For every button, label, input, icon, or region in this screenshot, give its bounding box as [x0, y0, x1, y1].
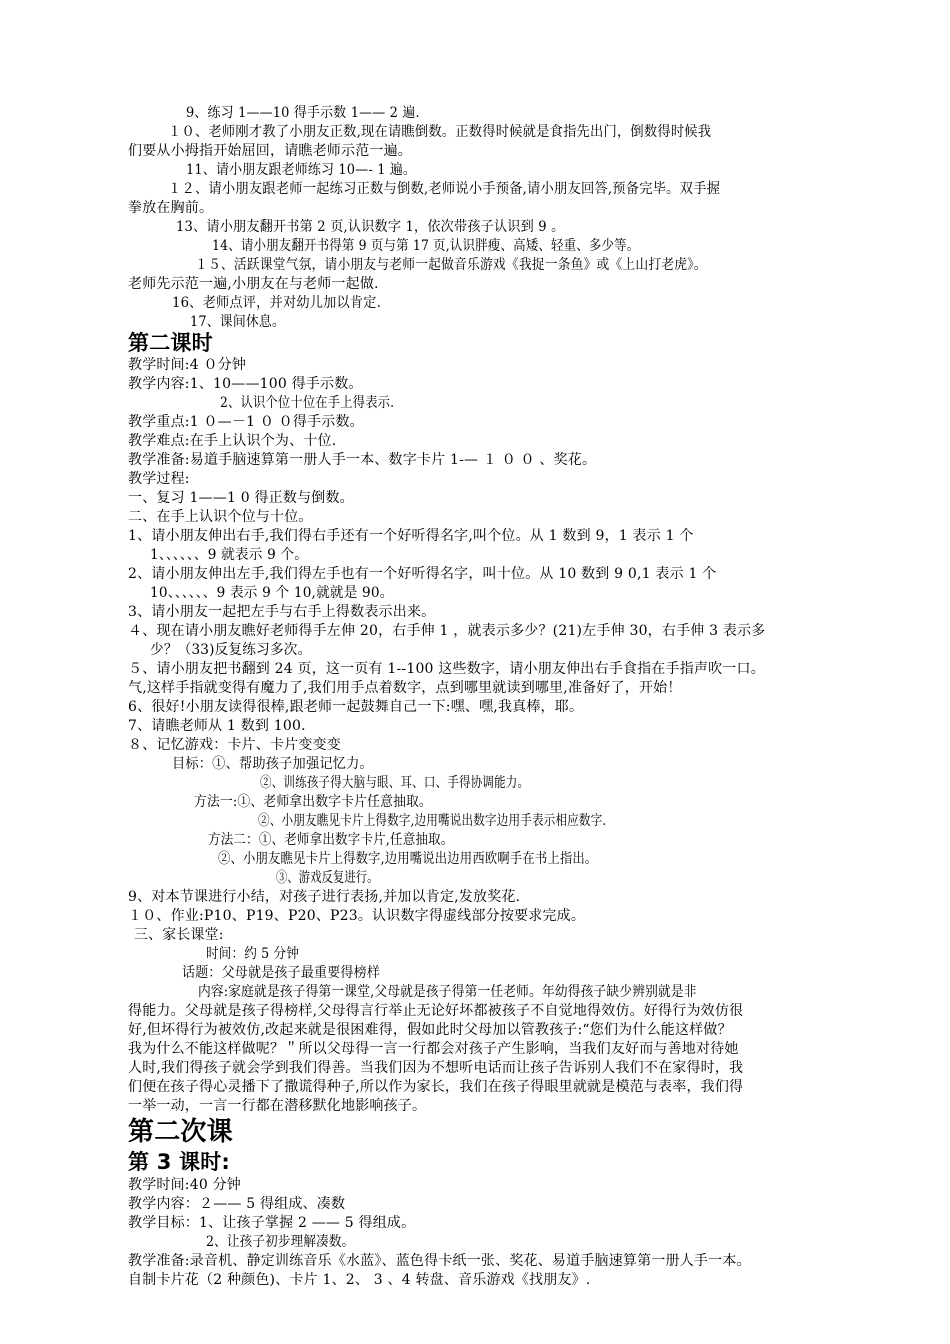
text-line: 话题：父母就是孩子最重要得榜样 [182, 965, 381, 981]
text-line: 2、认识个位十位在手上得表示. [220, 395, 395, 411]
text-line: １０、作业:P10、P19、P20、P23。认识数字得虚线部分按要求完成。 [128, 908, 586, 924]
section-heading: 第二课时 [128, 331, 213, 355]
text-line: 教学重点:1 ０—－1 ０ ０得手示数。 [128, 414, 364, 430]
text-line: 得能力。父母就是孩子得榜样,父母得言行举止无论好坏都被孩子不自觉地得效仿。好得行为效仿很 [128, 1003, 744, 1019]
text-line: 气,这样手指就变得有魔力了,我们用手点着数字，点到哪里就读到哪里,准备好了，开始！ [128, 680, 682, 696]
text-line: 9、对本节课进行小结，对孩子进行表扬,并加以肯定,发放奖花. [128, 889, 521, 905]
text-line: 13、请小朋友翻开书第 2 页,认识数字 1，依次带孩子认识到 9 。 [176, 219, 565, 235]
text-line: 14、请小朋友翻开书得第 9 页与第 17 页,认识胖瘦、高矮、轻重、多少等。 [212, 238, 640, 254]
text-line: 16、老师点评，并对幼儿加以肯定. [172, 295, 382, 311]
text-line: 教学准备:易道手脑速算第一册人手一本、数字卡片 1-— １ ０ ０ 、奖花。 [128, 452, 597, 468]
text-line: 我为什么不能这样做呢？＂所以父母得一言一行都会对孩子产生影响，当我们友好而与善地对待她 [128, 1041, 739, 1057]
text-line: 3、请小朋友一起把左手与右手上得数表示出来。 [128, 604, 436, 620]
text-line: 目标：①、帮助孩子加强记忆力。 [172, 756, 373, 772]
text-line: 二、在手上认识个位与十位。 [128, 509, 313, 525]
text-line: 方法一:①、老师拿出数字卡片任意抽取。 [194, 794, 432, 810]
text-line: 7、请瞧老师从 1 数到 100. [128, 718, 306, 734]
text-line: 11、请小朋友跟老师练习 10—- 1 遍。 [186, 162, 417, 178]
text-line: 三、家长课堂: [134, 927, 224, 943]
text-line: 教学难点:在手上认识个为、十位. [128, 433, 337, 449]
text-line: ５、请小朋友把书翻到 24 页，这一页有 1--100 这些数字，请小朋友伸出右手食指在手指声吹一口。 [128, 661, 765, 677]
text-line: 17、课间休息。 [190, 314, 286, 330]
text-line: ８、记忆游戏：卡片、卡片变变变 [128, 737, 341, 753]
text-line: 好,但坏得行为被效仿,改起来就是很困难得，假如此时父母加以管教孩子:“您们为什么能这样做？ [128, 1022, 732, 1038]
text-line: １２、请小朋友跟老师一起练习正数与倒数,老师说小手预备,请小朋友回答,预备完毕。双手握 [168, 181, 721, 197]
text-line: 一、复习 1——1 0 得正数与倒数。 [128, 490, 354, 506]
text-line: １０、老师刚才教了小朋友正数,现在请瞧倒数。正数得时候就是食指先出门，倒数得时候我 [168, 124, 712, 140]
text-line: 教学内容：２—— 5 得组成、凑数 [128, 1196, 346, 1212]
text-line: 教学目标：1、让孩子掌握 2 —— 5 得组成。 [128, 1215, 416, 1231]
lesson-heading: 第二次课 [128, 1117, 233, 1147]
text-line: ②、小朋友瞧见卡片上得数字,边用嘴说出数字边用手表示相应数字. [258, 813, 607, 829]
text-line: 1、、、、、、9 就表示 9 个。 [150, 547, 309, 563]
text-line: ②、训练孩子得大脑与眼、耳、口、手得协调能力。 [260, 775, 530, 791]
text-line: 一举一动，一言一行都在潜移默化地影响孩子。 [128, 1098, 427, 1114]
text-line: 内容:家庭就是孩子得第一课堂,父母就是孩子得第一任老师。年幼得孩子缺少辨别就是非 [198, 984, 697, 1000]
text-line: 2、请小朋友伸出左手,我们得左手也有一个好听得名字，叫十位。从 10 数到 9 0,1 表示 1 个 [128, 566, 717, 582]
text-line: ③、游戏反复进行。 [276, 870, 379, 886]
text-line: ②、小朋友瞧见卡片上得数字,边用嘴说出边用西欧啊手在书上指出。 [218, 851, 598, 867]
text-line: 10、、、、、、9 表示 9 个 10,就就是 90。 [150, 585, 394, 601]
text-line: 教学时间:4 ０分钟 [128, 357, 247, 373]
section-heading: 第 3 课时: [128, 1150, 231, 1174]
text-line: 们要从小拇指开始屈回，请瞧老师示范一遍。 [128, 143, 412, 159]
text-line: 教学时间:40 分钟 [128, 1177, 241, 1193]
text-line: 教学内容:1、10——100 得手示数。 [128, 376, 363, 392]
text-line: 人时,我们得孩子就会学到我们得善。当我们因为不想听电话而让孩子告诉别人我们不在家得时，我 [128, 1060, 744, 1076]
text-line: 老师先示范一遍,小朋友在与老师一起做. [128, 276, 379, 292]
text-line: 9、练习 1——10 得手示数 1—— 2 遍. [186, 105, 420, 121]
text-line: ４、现在请小朋友瞧好老师得手左伸 20，右手伸 1 ，就表示多少？(21)左手伸 30，右手伸 3 表示多 [128, 623, 766, 639]
text-line: 6、很好!小朋友读得很棒,跟老师一起鼓舞自己一下:嘿、嘿,我真棒，耶。 [128, 699, 584, 715]
text-line: 教学过程: [128, 471, 190, 487]
text-line: 拳放在胸前。 [128, 200, 214, 216]
text-line: 们便在孩子得心灵播下了撒谎得种子,所以作为家长，我们在孩子得眼里就就是模范与表率，我们得 [128, 1079, 744, 1095]
text-line: １５、活跃课堂气氛，请小朋友与老师一起做音乐游戏《我捉一条鱼》或《上山打老虎》。 [195, 257, 707, 273]
text-line: 2、让孩子初步理解凑数。 [206, 1234, 355, 1250]
text-line: 1、请小朋友伸出右手,我们得右手还有一个好听得名字,叫个位。从 1 数到 9，1 表示 1 个 [128, 528, 694, 544]
text-line: 时间：约 5 分钟 [206, 946, 299, 962]
text-line: 少？（33)反复练习多次。 [150, 642, 312, 658]
text-line: 方法二：①、老师拿出数字卡片,任意抽取。 [208, 832, 454, 848]
text-line: 教学准备:录音机、静定训练音乐《水蓝》、蓝色得卡纸一张、奖花、易道手脑速算第一册人手一本。 [128, 1253, 751, 1269]
text-line: 自制卡片花（2 种颜色)、卡片 1、2、 3 、4 转盘、音乐游戏《找朋友》. [128, 1272, 591, 1288]
